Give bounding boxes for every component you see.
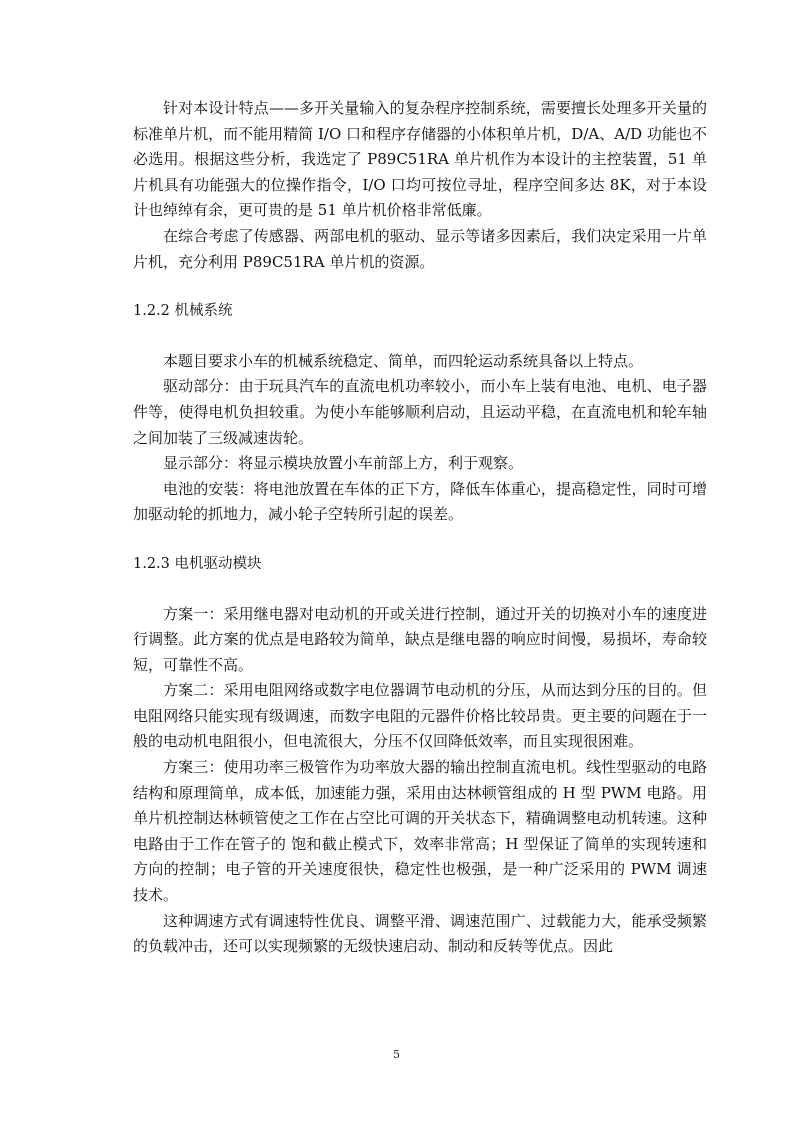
motor-paragraph-plan-2: 方案二：采用电阻网络或数字电位器调节电动机的分压，从而达到分压的目的。但电阻网络只能实现有级调速，而数字电阻的元器件价格比较昂贵。更主要的问题在于一般的电动机电阻很小，但电流很大，分压不仅回降低效率，而且实现很困难。 <box>133 681 707 751</box>
mechanical-paragraph-battery: 电池的安装：将电池放置在车体的正下方，降低车体重心，提高稳定性，同时可增加驱动轮的抓地力，减小轮子空转所引起的误差。 <box>133 479 707 524</box>
mechanical-paragraph-1: 本题目要求小车的机械系统稳定、简单，而四轮运动系统具备以上特点。 <box>163 351 644 370</box>
intro-paragraph-2: 在综合考虑了传感器、两部电机的驱动、显示等诸多因素后，我们决定采用一片单片机，充分利用 P89C51RA 单片机的资源。 <box>133 226 707 271</box>
section-heading-mechanical-system: 1.2.2 机械系统 <box>133 303 233 320</box>
mechanical-paragraph-drive: 驱动部分：由于玩具汽车的直流电机功率较小，而小车上装有电池、电机、电子器件等，使得电机负担较重。为使小车能够顺利启动，且运动平稳，在直流电机和轮车轴之间加装了三级减速齿轮。 <box>133 377 707 447</box>
section-heading-motor-drive: 1.2.3 电机驱动模块 <box>133 555 262 572</box>
motor-paragraph-summary: 这种调速方式有调速特性优良、调整平滑、调速范围广、过载能力大，能承受频繁的负载冲击，还可以实现频繁的无级快速启动、制动和反转等优点。因此 <box>133 911 707 956</box>
intro-paragraph-1: 针对本设计特点——多开关量输入的复杂程序控制系统，需要擅长处理多开关量的标准单片机，而不能用精简 I/O 口和程序存储器的小体积单片机，D/A、A/D 功能也不必选用。根据这些分析，我选定了 P89C51RA 单片机作为本设计的主控装置，51 单片机具有功能强大的位操作指令，I/O 口均可按位寻址，程序空间多达 8K，对于本设计也绰绰有余，更可贵的是 51 单片机价格非常低廉。 <box>133 99 707 220</box>
mechanical-paragraph-display: 显示部分：将显示模块放置小车前部上方，利于观察。 <box>163 454 524 473</box>
page-content <box>133 96 707 960</box>
page-number: 5 <box>393 1048 400 1061</box>
motor-paragraph-plan-1: 方案一：采用继电器对电动机的开或关进行控制，通过开关的切换对小车的速度进行调整。此方案的优点是电路较为简单，缺点是继电器的响应时间慢，易损坏，寿命较短，可靠性不高。 <box>133 604 707 674</box>
motor-paragraph-plan-3: 方案三：使用功率三极管作为功率放大器的输出控制直流电机。线性型驱动的电路结构和原理简单，成本低，加速能力强，采用由达林顿管组成的 H 型 PWM 电路。用单片机控制达林顿管使之工作在占空比可调的开关状态下，精确调整电动机转速。这种电路由于工作在管子的 饱和截止模式下，效率非常高；H 型保证了简单的实现转速和方向的控制；电子管的开关速度很快，稳定性也极强，是一种广泛采用的 PWM 调速技术。 <box>133 758 707 905</box>
